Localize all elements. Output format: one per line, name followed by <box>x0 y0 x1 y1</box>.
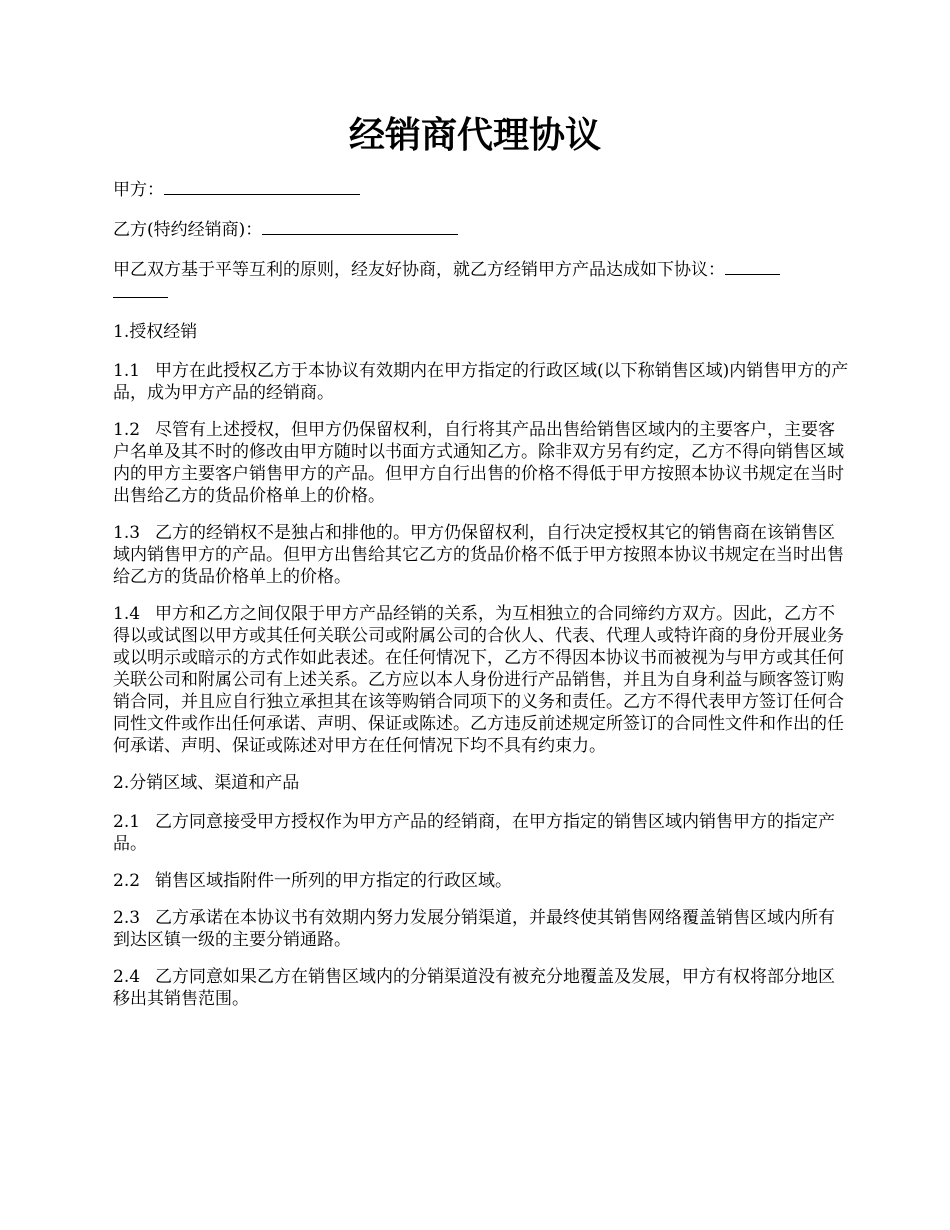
clause-number: 2.4 <box>113 967 141 987</box>
document-body <box>113 178 851 1025</box>
preamble-text: 甲乙双方基于平等互利的原则，经友好协商，就乙方经销甲方产品达成如下协议： <box>113 260 725 280</box>
section-heading: 2.分销区域、渠道和产品 <box>113 773 300 793</box>
clause-number: 2.3 <box>113 908 141 928</box>
clause <box>113 811 851 855</box>
clause-number: 2.1 <box>113 812 141 832</box>
party-a-blank <box>164 178 360 195</box>
clause-text: 乙方的经销权不是独占和排他的。甲方仍保留权利，自行决定授权其它的销售商在该销售区域内销售甲方的产品。但甲方出售给其它乙方的货品价格不低于甲方按照本协议书规定在当时出售给乙方的货品价格单上的价格。 <box>113 523 844 587</box>
clause-text: 销售区域指附件一所列的甲方指定的行政区域。 <box>155 871 512 891</box>
clause <box>113 907 851 951</box>
clause <box>113 419 851 507</box>
clause-text: 甲方在此授权乙方于本协议有效期内在甲方指定的行政区域(以下称销售区域)内销售甲方的产品，成为甲方产品的经销商。 <box>113 361 849 403</box>
document-title: 经销商代理协议 <box>348 114 601 156</box>
party-b-label: 乙方(特约经销商)： <box>113 220 263 240</box>
clause-text: 乙方同意接受甲方授权作为甲方产品的经销商，在甲方指定的销售区域内销售甲方的指定产品。 <box>113 812 835 854</box>
clause <box>113 870 851 892</box>
preamble <box>113 258 851 304</box>
clause-text: 乙方承诺在本协议书有效期内努力发展分销渠道，并最终使其销售网络覆盖销售区域内所有到达区镇一级的主要分销通路。 <box>113 908 835 950</box>
party-a-line <box>113 178 851 201</box>
clause-number: 1.1 <box>113 361 141 381</box>
clause-number: 1.4 <box>113 604 141 624</box>
preamble-blank-continued <box>113 281 168 298</box>
clause <box>113 522 851 588</box>
clause-text: 尽管有上述授权，但甲方仍保留权利，自行将其产品出售给销售区域内的主要客户，主要客户名单及其不时的修改由甲方随时以书面方式通知乙方。除非双方另有约定，乙方不得向销售区域内的甲方主要客户销售甲方的产品。但甲方自行出售的价格不得低于甲方按照本协议书规定在当时出售给乙方的货品价格单上的价格。 <box>113 420 844 506</box>
section-heading: 1.授权经销 <box>113 322 198 342</box>
clause-number: 2.2 <box>113 871 141 891</box>
party-b-line <box>113 218 851 241</box>
party-b-blank <box>262 218 458 235</box>
clause <box>113 966 851 1010</box>
party-a-label: 甲方： <box>113 180 164 200</box>
clause <box>113 360 851 404</box>
clause <box>113 603 851 757</box>
clause-number: 1.3 <box>113 523 141 543</box>
preamble-blank <box>725 258 780 275</box>
clause-text: 甲方和乙方之间仅限于甲方产品经销的关系，为互相独立的合同缔约方双方。因此，乙方不得以或试图以甲方或其任何关联公司或附属公司的合伙人、代表、代理人或特许商的身份开展业务或以明示或暗示的方式作如此表述。在任何情况下，乙方不得因本协议书而被视为与甲方或其任何关联公司和附属公司有上述关系。乙方应以本人身份进行产品销售，并且为自身利益与顾客签订购销合同，并且应自行独立承担其在该等购销合同项下的义务和责任。乙方不得代表甲方签订任何合同性文件或作出任何承诺、声明、保证或陈述。乙方违反前述规定所签订的合同性文件和作出的任何承诺、声明、保证或陈述对甲方在任何情况下均不具有约束力。 <box>113 604 844 756</box>
clause-text: 乙方同意如果乙方在销售区域内的分销渠道没有被充分地覆盖及发展，甲方有权将部分地区移出其销售范围。 <box>113 967 835 1009</box>
clause-number: 1.2 <box>113 420 141 440</box>
